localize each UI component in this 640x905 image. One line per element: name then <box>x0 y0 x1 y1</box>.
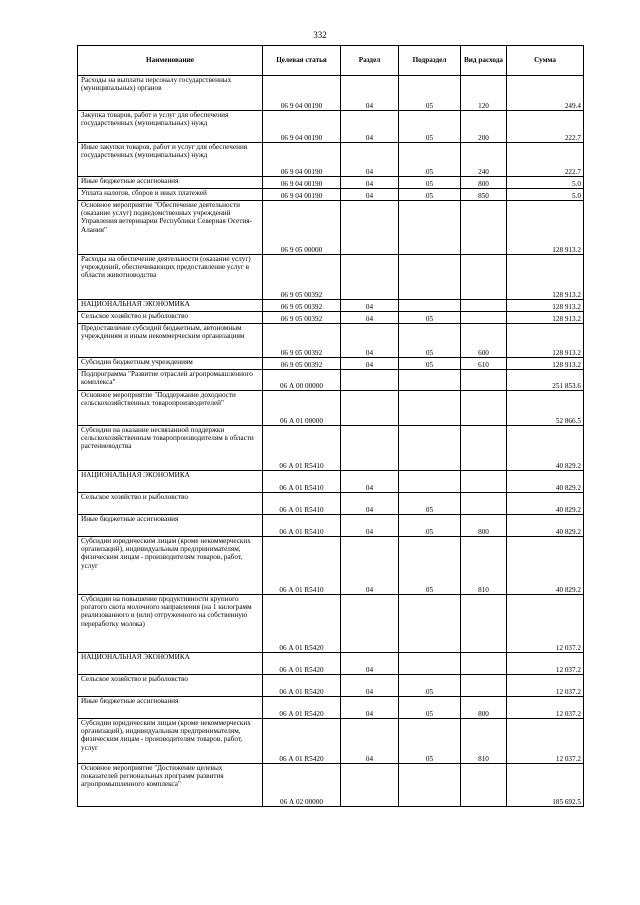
row-name: Субсидии бюджетным учреждениям <box>78 358 263 370</box>
row-section <box>341 255 399 300</box>
row-target: 06 9 05 00392 <box>263 312 341 324</box>
row-subsection <box>399 201 461 255</box>
row-amount: 128 913.2 <box>507 255 584 300</box>
row-type: 240 <box>461 143 507 177</box>
row-subsection <box>399 370 461 391</box>
row-name: Уплата налогов, сборов и иных платежей <box>78 189 263 201</box>
row-subsection <box>399 300 461 312</box>
table-row <box>78 471 584 493</box>
row-type <box>461 471 507 493</box>
row-type <box>461 300 507 312</box>
table-row <box>78 201 584 255</box>
table-row <box>78 493 584 515</box>
row-name: Сельское хозяйство и рыболовство <box>78 312 263 324</box>
header-section: Раздел <box>341 46 399 76</box>
row-subsection: 05 <box>399 358 461 370</box>
table-row <box>78 300 584 312</box>
row-amount: 12 037.2 <box>507 653 584 675</box>
row-subsection <box>399 426 461 471</box>
row-name: НАЦИОНАЛЬНАЯ ЭКОНОМИКА <box>78 300 263 312</box>
row-amount: 128 913.2 <box>507 324 584 358</box>
row-amount: 5.0 <box>507 177 584 189</box>
row-target: 06 9 04 00190 <box>263 189 341 201</box>
row-amount: 40 829.2 <box>507 426 584 471</box>
row-target: 06 9 05 00000 <box>263 201 341 255</box>
row-type: 850 <box>461 189 507 201</box>
table-row <box>78 255 584 300</box>
row-section: 04 <box>341 143 399 177</box>
row-section: 04 <box>341 719 399 764</box>
table-row <box>78 76 584 111</box>
row-name: Основное мероприятие "Достижение целевых показателей региональных программ развития агропромышленного комплекса" <box>78 764 263 807</box>
row-amount: 40 829.2 <box>507 471 584 493</box>
row-section <box>341 426 399 471</box>
row-target: 06 А 01 R5410 <box>263 493 341 515</box>
row-type <box>461 255 507 300</box>
row-type <box>461 675 507 697</box>
row-type: 810 <box>461 719 507 764</box>
table-row <box>78 595 584 653</box>
row-amount: 12 037.2 <box>507 697 584 719</box>
table-row <box>78 653 584 675</box>
row-type <box>461 391 507 426</box>
row-target: 06 9 04 00190 <box>263 177 341 189</box>
row-type <box>461 764 507 807</box>
row-target: 06 9 04 00190 <box>263 111 341 143</box>
row-name: Иные бюджетные ассигнования <box>78 697 263 719</box>
row-target: 06 А 00 00000 <box>263 370 341 391</box>
row-amount: 12 037.2 <box>507 675 584 697</box>
row-target: 06 9 05 00392 <box>263 324 341 358</box>
row-section: 04 <box>341 675 399 697</box>
row-subsection <box>399 653 461 675</box>
header-amount: Сумма <box>507 46 584 76</box>
row-name: Субсидии на оказание несвязанной поддержки сельскохозяйственным товаропроизводителям в области растениеводства <box>78 426 263 471</box>
row-target: 06 9 04 00190 <box>263 76 341 111</box>
row-name: Иные бюджетные ассигнования <box>78 515 263 537</box>
row-target: 06 А 01 R5420 <box>263 653 341 675</box>
table-row <box>78 515 584 537</box>
row-name: НАЦИОНАЛЬНАЯ ЭКОНОМИКА <box>78 471 263 493</box>
row-type <box>461 493 507 515</box>
row-type <box>461 370 507 391</box>
header-type: Вид расхода <box>461 46 507 76</box>
row-subsection: 05 <box>399 143 461 177</box>
table-row <box>78 697 584 719</box>
row-name: Иные бюджетные ассигнования <box>78 177 263 189</box>
page-number: 332 <box>313 30 327 40</box>
row-section <box>341 370 399 391</box>
row-amount: 5.0 <box>507 189 584 201</box>
row-type: 600 <box>461 324 507 358</box>
table-row <box>78 312 584 324</box>
row-name: Сельское хозяйство и рыболовство <box>78 675 263 697</box>
table-row <box>78 143 584 177</box>
row-section: 04 <box>341 493 399 515</box>
row-target: 06 А 02 00000 <box>263 764 341 807</box>
row-amount: 128 913.2 <box>507 201 584 255</box>
table-row <box>78 189 584 201</box>
row-section <box>341 764 399 807</box>
table-row <box>78 537 584 595</box>
row-subsection <box>399 391 461 426</box>
table-row <box>78 719 584 764</box>
row-amount: 249.4 <box>507 76 584 111</box>
row-subsection: 05 <box>399 697 461 719</box>
row-section: 04 <box>341 177 399 189</box>
row-amount: 128 913.2 <box>507 358 584 370</box>
row-name: Субсидии юридическим лицам (кроме некоммерческих организаций), индивидуальным предпринимателям, физическим лицам - производителям товаров, работ, услуг <box>78 719 263 764</box>
row-section: 04 <box>341 537 399 595</box>
header-name: Наименование <box>78 46 263 76</box>
row-subsection: 05 <box>399 177 461 189</box>
row-amount: 40 829.2 <box>507 515 584 537</box>
row-amount: 12 037.2 <box>507 595 584 653</box>
row-type: 810 <box>461 537 507 595</box>
row-target: 06 А 01 R5420 <box>263 719 341 764</box>
row-section <box>341 595 399 653</box>
row-target: 06 А 01 R5410 <box>263 426 341 471</box>
row-name: Иные закупки товаров, работ и услуг для обеспечения государственных (муниципальных) нужд <box>78 143 263 177</box>
row-section: 04 <box>341 324 399 358</box>
row-subsection: 05 <box>399 493 461 515</box>
row-name: Расходы на обеспечение деятельности (оказание услуг) учреждений, обеспечивающих предоставление услуг в области животноводства <box>78 255 263 300</box>
row-target: 06 9 05 00392 <box>263 255 341 300</box>
row-subsection: 05 <box>399 719 461 764</box>
row-section: 04 <box>341 697 399 719</box>
row-amount: 185 692.5 <box>507 764 584 807</box>
row-amount: 128 913.2 <box>507 312 584 324</box>
row-section: 04 <box>341 300 399 312</box>
row-type: 200 <box>461 111 507 143</box>
table-row <box>78 426 584 471</box>
row-name: Основное мероприятие "Поддержание доходности сельскохозяйственных товаропроизводителей" <box>78 391 263 426</box>
row-target: 06 9 04 00190 <box>263 143 341 177</box>
row-section: 04 <box>341 111 399 143</box>
row-subsection: 05 <box>399 515 461 537</box>
row-type <box>461 426 507 471</box>
row-section <box>341 391 399 426</box>
row-name: Сельское хозяйство и рыболовство <box>78 493 263 515</box>
row-subsection: 05 <box>399 675 461 697</box>
row-type <box>461 653 507 675</box>
table-row <box>78 764 584 807</box>
row-subsection: 05 <box>399 189 461 201</box>
row-type: 120 <box>461 76 507 111</box>
row-amount: 222.7 <box>507 111 584 143</box>
row-type: 610 <box>461 358 507 370</box>
table-row <box>78 111 584 143</box>
row-target: 06 А 01 R5420 <box>263 595 341 653</box>
row-name: Расходы на выплаты персоналу государственных (муниципальных) органов <box>78 76 263 111</box>
row-subsection <box>399 471 461 493</box>
table-header-row <box>78 46 584 76</box>
row-amount: 251 853.6 <box>507 370 584 391</box>
row-target: 06 9 05 00392 <box>263 358 341 370</box>
row-subsection: 05 <box>399 111 461 143</box>
header-target: Целевая статья <box>263 46 341 76</box>
table-row <box>78 177 584 189</box>
table-row <box>78 675 584 697</box>
table-row <box>78 370 584 391</box>
row-subsection: 05 <box>399 324 461 358</box>
row-target: 06 А 01 00000 <box>263 391 341 426</box>
table-row <box>78 391 584 426</box>
row-section: 04 <box>341 76 399 111</box>
row-section: 04 <box>341 515 399 537</box>
row-section: 04 <box>341 189 399 201</box>
row-target: 06 9 05 00392 <box>263 300 341 312</box>
row-name: Основное мероприятие "Обеспечение деятельности (оказание услуг) подведомственных учреждений Управления ветеринарии Республики Северная Осетия-Алания" <box>78 201 263 255</box>
row-type <box>461 595 507 653</box>
row-name: Субсидии на повышение продуктивности крупного рогатого скота молочного направления (на 1 килограмм реализованного и (или) отгруженного на собственную переработку молока) <box>78 595 263 653</box>
row-subsection <box>399 595 461 653</box>
row-section: 04 <box>341 653 399 675</box>
row-target: 06 А 01 R5420 <box>263 697 341 719</box>
row-amount: 12 037.2 <box>507 719 584 764</box>
row-section: 04 <box>341 312 399 324</box>
row-type: 800 <box>461 177 507 189</box>
budget-table <box>77 45 584 807</box>
row-name: Закупка товаров, работ и услуг для обеспечения государственных (муниципальных) нужд <box>78 111 263 143</box>
row-subsection: 05 <box>399 76 461 111</box>
row-name: Субсидии юридическим лицам (кроме некоммерческих организаций), индивидуальным предпринимателям, физическим лицам - производителям товаров, работ, услуг <box>78 537 263 595</box>
row-target: 06 А 01 R5410 <box>263 471 341 493</box>
row-amount: 40 829.2 <box>507 493 584 515</box>
row-subsection <box>399 764 461 807</box>
table-row <box>78 358 584 370</box>
row-subsection: 05 <box>399 312 461 324</box>
row-section <box>341 201 399 255</box>
row-subsection <box>399 255 461 300</box>
row-amount: 222.7 <box>507 143 584 177</box>
row-target: 06 А 01 R5410 <box>263 515 341 537</box>
row-name: Подпрограмма "Развитие отраслей агропромышленного комплекса" <box>78 370 263 391</box>
row-type <box>461 201 507 255</box>
row-type: 800 <box>461 515 507 537</box>
table-row <box>78 324 584 358</box>
row-amount: 128 913.2 <box>507 300 584 312</box>
row-subsection: 05 <box>399 537 461 595</box>
row-amount: 52 866.5 <box>507 391 584 426</box>
row-type: 800 <box>461 697 507 719</box>
header-subsection: Подраздел <box>399 46 461 76</box>
row-target: 06 А 01 R5420 <box>263 675 341 697</box>
row-section: 04 <box>341 358 399 370</box>
row-section: 04 <box>341 471 399 493</box>
row-amount: 40 829.2 <box>507 537 584 595</box>
row-name: Предоставление субсидий бюджетным, автономным учреждениям и иным некоммерческим организациям <box>78 324 263 358</box>
row-name: НАЦИОНАЛЬНАЯ ЭКОНОМИКА <box>78 653 263 675</box>
row-target: 06 А 01 R5410 <box>263 537 341 595</box>
row-type <box>461 312 507 324</box>
